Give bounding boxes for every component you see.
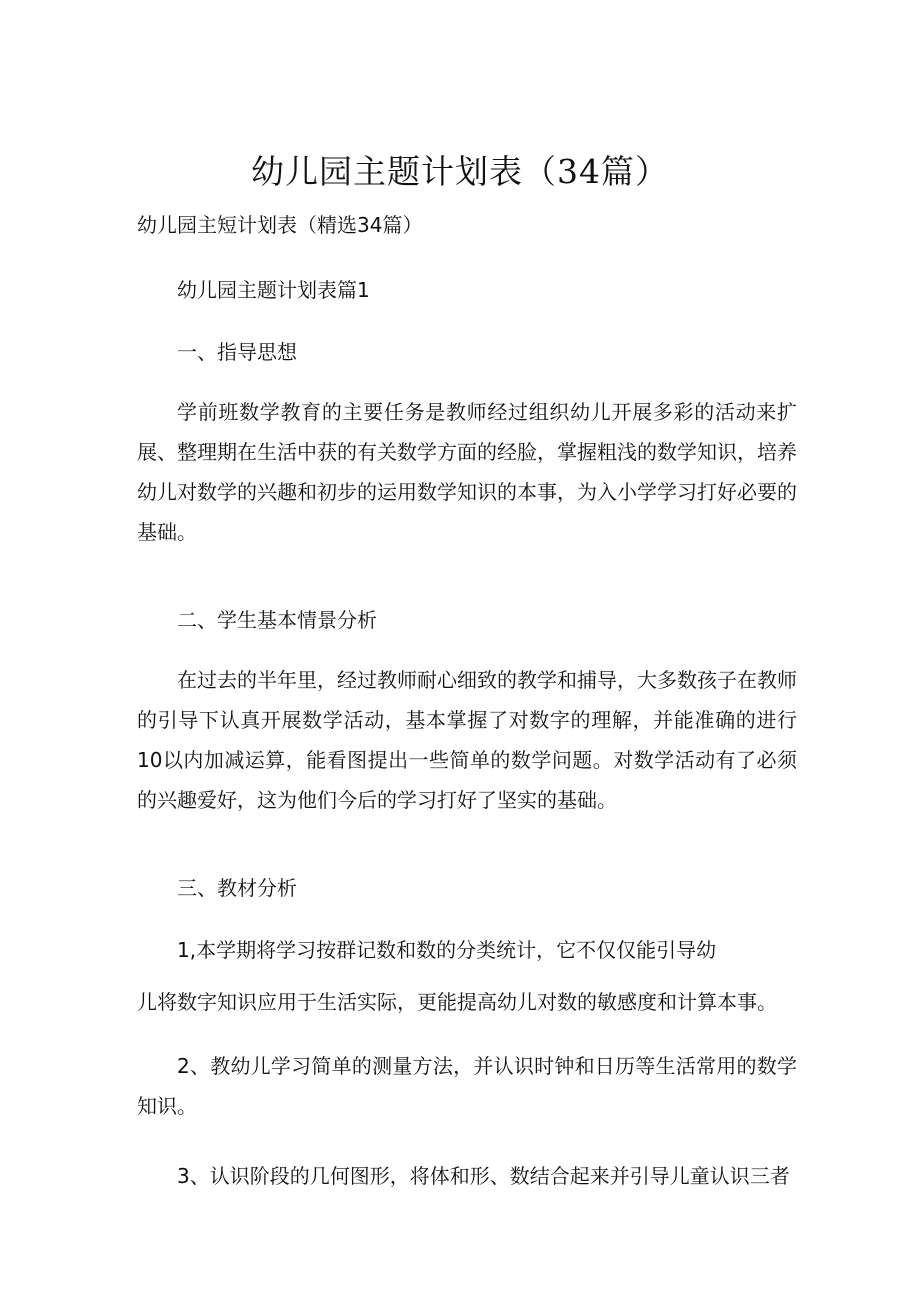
list-item-2: 2、教幼儿学习简单的测量方法，并认识时钟和日历等生活常用的数学知识。 bbox=[137, 1054, 797, 1118]
list-item-3: 3、认识阶段的几何图形，将体和形、数结合起来并引导儿童认识三者 bbox=[177, 1164, 790, 1188]
list-item-1-line-2: 儿将数字知识应用于生活实际，更能提高幼儿对数的敏感度和计算本事。 bbox=[137, 990, 777, 1014]
heading-material-analysis: 三、教材分析 bbox=[177, 876, 297, 900]
list-item-1-line-1: 1,本学期将学习按群记数和数的分类统计，它不仅仅能引导幼 bbox=[177, 938, 717, 962]
heading-student-analysis: 二、学生基本情景分析 bbox=[177, 608, 377, 632]
document-title: 幼儿园主题计划表（34篇） bbox=[251, 152, 669, 191]
paragraph-guiding-ideology: 学前班数学教育的主要任务是教师经过组织幼儿开展多彩的活动来扩展、整理期在生活中获的有关数学方面的经脸，掌握粗浅的数学知识，培养幼儿对数学的兴趣和初步的运用数学知识的本事，为入小学学习打好必要的基础。 bbox=[137, 400, 797, 544]
document-subtitle: 幼儿园主短计划表（精选34篇） bbox=[137, 213, 423, 237]
heading-guiding-ideology: 一、指导思想 bbox=[177, 340, 297, 364]
paragraph-student-analysis: 在过去的半年里，经过教师耐心细致的教学和捕导，大多数孩子在教师的引导下认真开展数学活动，基本掌握了对数字的理解，并能准确的进行10以内加减运算，能看图提出一些简单的数学问题。对数学活动有了必须的兴趣爱好，这为他们今后的学习打好了坚实的基础。 bbox=[137, 668, 797, 812]
section-title: 幼儿园主题计划表篇1 bbox=[177, 278, 370, 302]
